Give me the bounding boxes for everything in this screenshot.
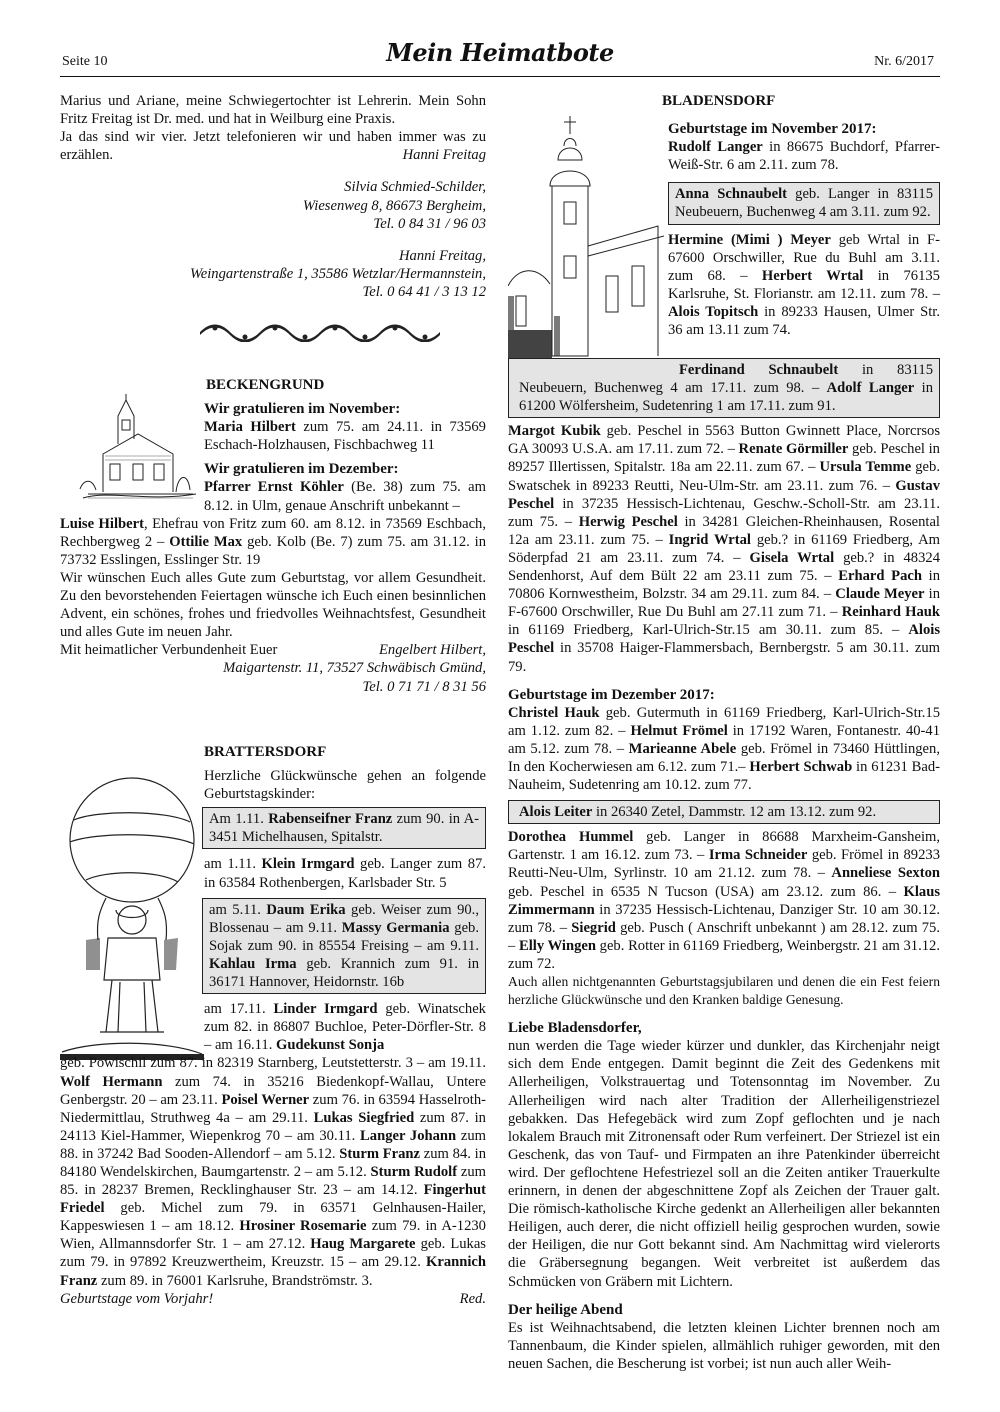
intro-text: Herzliche Glückwünsche gehen an folgende Geburtstagskinder: bbox=[204, 768, 486, 803]
person-name: Marieanne Abele bbox=[628, 740, 737, 757]
person-name: Pfarrer Ernst Köhler bbox=[204, 479, 344, 496]
highlight-box bbox=[508, 800, 940, 824]
issue-number: Nr. 6/2017 bbox=[874, 54, 934, 69]
entry-text: geb. Rotter in 61169 Friedberg, Weinbergstr. 21 am 31.12. zum 72. bbox=[508, 937, 940, 972]
entry-text: geb. Frömel in 89233 Reutti-Neu-Ulm, Syrlinstr. 10 am 21.12. zum 78. – bbox=[508, 847, 940, 882]
entry-text: in 83115 Neubeuern, Buchenweg 4 am 17.11. zum 98. – bbox=[519, 362, 933, 397]
entry-text: geb. Powischil zum 87. in 82319 Starnberg, Leutstetterstr. 3 – am 19.11. bbox=[60, 1055, 486, 1072]
person-name: Maria Hilbert bbox=[204, 419, 296, 436]
entry-text: zum 89. in 76001 Karlsruhe, Brandströmstr. 3. bbox=[97, 1272, 373, 1289]
entry-text: geb. Langer in 86688 Marxheim-Gansheim, Gartenstr. 1 am 16.12. zum 73. – bbox=[508, 829, 941, 864]
person-name: Daum Erika bbox=[266, 901, 346, 918]
editor-signature: Red. bbox=[459, 1290, 486, 1307]
entry-text: geb. Sojak zum 90. in 85554 Freising – am 9.11. bbox=[209, 919, 479, 954]
person-name: Adolf Langer bbox=[826, 380, 915, 397]
closing-line: Mit heimatlicher Verbundenheit Euer bbox=[60, 642, 278, 659]
person-name: Hermine (Mimi ) Meyer bbox=[668, 231, 831, 248]
bladensdorf-main bbox=[508, 358, 940, 1373]
letter-signature: Hanni Freitag bbox=[402, 147, 486, 164]
person-name: Helmut Frömel bbox=[630, 722, 728, 739]
entry-text: in 61200 Wölfersheim, Sudetenring 1 am 17.11. zum 91. bbox=[519, 380, 934, 415]
person-name: Linder Irmgard bbox=[273, 1001, 378, 1018]
beckengrund-section bbox=[60, 376, 486, 696]
entry-text: in 37235 Hessisch-Lichtenau, Danziger Str. 10 am 30.12. zum 78. – bbox=[508, 901, 940, 936]
address-line: Weingartenstraße 1, 35586 Wetzlar/Hermannstein, bbox=[189, 265, 486, 282]
person-name: Fingerhut Friedel bbox=[60, 1182, 486, 1217]
person-name: Langer Johann bbox=[360, 1127, 457, 1144]
closing-wishes: Auch allen nichtgenannten Geburtstagsjubilaren und denen die ein Fest feiern herzliche Glückwünsche und den Kranken baldige Genesung. bbox=[508, 974, 940, 1008]
article-paragraph: Es ist Weihnachtsabend, die letzten kleinen Lichter brennen noch am Tannenbaum, die Kinder spielen, allmählich ruhiger geworden, mit den neuen Sachen, die Bescherung ist vorbei; ist nun auch aller Weih- bbox=[508, 1319, 940, 1372]
entry-text: geb. Lukas zum 79. in 97892 Kreuzwertheim, Kreuzstr. 15 – am 29.12. bbox=[60, 1236, 486, 1271]
entry-text: zum 75. am 24.11. in 73569 Eschach-Holzhausen, Fischbachweg 11 bbox=[204, 419, 486, 454]
entry-text: geb. Pusch ( Anschrift unbekannt ) am 28.12. zum 75. – bbox=[508, 919, 940, 954]
person-name: Hrosiner Rosemarie bbox=[239, 1218, 367, 1235]
section-title: BRATTERSDORF bbox=[204, 744, 327, 760]
entry-text: geb. Langer zum 87. in 63584 Rothenbergen, Karlsbader Str. 5 bbox=[204, 856, 486, 891]
person-name: Ursula Temme bbox=[819, 459, 912, 476]
address-line: Silvia Schmied-Schilder, bbox=[344, 179, 486, 196]
entry-text: in F-67600 Orschwiller, Rue Du Buhl am 27.11 zum 71. – bbox=[508, 586, 941, 621]
footnote: Geburtstage vom Vorjahr! bbox=[60, 1290, 214, 1307]
person-name: Gisela Wrtal bbox=[749, 549, 835, 566]
entry-text: in 61231 Bad-Nauheim, Sudetenring am 10.12. zum 77. bbox=[508, 758, 940, 794]
entry-text: geb. Swatschek in 89233 Reutti, Neu-Ulm-Str. am 23.11. zum 76. – bbox=[508, 459, 940, 494]
letter-para: Marius und Ariane, meine Schwiegertochter ist Lehrerin. Mein Sohn Fritz Freitag ist Dr. med. und hat in Weilburg eine Praxis. bbox=[60, 93, 486, 128]
person-name: Luise Hilbert bbox=[60, 515, 144, 532]
entry-text: in 34281 Gleichen-Rheinhausen, Rosental 12a am 23.11. zum 75. – bbox=[508, 513, 940, 548]
entry-text: in 17192 Waren, Fontanestr. 40-41 am 5.12. zum 78. – bbox=[508, 722, 940, 757]
section-title: BECKENGRUND bbox=[206, 377, 325, 393]
person-name: Dorothea Hummel bbox=[508, 829, 634, 846]
address-line: Tel. 0 71 71 / 8 31 56 bbox=[362, 678, 486, 695]
article-paragraph: nun werden die Tage wieder kürzer und dunkler, das Kirchenjahr neigt sich dem Ende entgegen. Damit beginnt die Zeit des Gedenkens mit Allerheiligen, Volkstrauertag und Totensonntag im November. Zu Allerheiligen wird nach alter Tradition der Allerheiligenstriezel gebakken. Das Hefegebäck wird zum Zopf geflochten und je nach lokalem Brauch mit Zitronensaft oder Rum verfeinert. Der Striezel ist ein Geschenk, das von Tauf- und Firmpaten an ihre Patenkinder überreicht wird. Der geflochtene Hefestriezel soll an die Zeiten antiker Trauerkulte erinnern, in denen der abgeschnittene Zopf als Zeichen der Trauer galt. Die römisch-katholische Kirche gedenkt an Allerheiligen aller bekannten Heiligen, auch derer, die nicht offiziell heilig gesprochen wurden, sowie der Heiligen, die nur Gott bekannt sind. Am Nachmittag wird vielerorts die Gräbersegnung begangen. Weit verbreitet ist außerdem das Schmücken von Gräbern mit Lichtern. bbox=[508, 1038, 940, 1290]
entry-text: zum 87. in 24113 Kiel-Hammer, Wiepenkrog 70 – am 30.11. bbox=[60, 1109, 486, 1144]
left-top-letter bbox=[60, 92, 486, 301]
entry-text: am 5.11. bbox=[209, 901, 267, 918]
subheading: Geburtstage im November 2017: bbox=[668, 121, 877, 138]
person-name: Elly Wingen bbox=[519, 937, 596, 954]
page-header bbox=[0, 0, 1000, 80]
highlight-box bbox=[668, 182, 940, 224]
entry-text: zum 84. in 84180 Wendelskirchen, Baumgartenstr. 2 – am 5.12. bbox=[60, 1145, 486, 1180]
entry-text: am 1.11. bbox=[204, 856, 262, 873]
subheading: Wir gratulieren im November: bbox=[204, 401, 401, 418]
person-name: Wolf Hermann bbox=[60, 1073, 163, 1090]
entry-text: geb. Peschel in 6535 N Tucson (USA) am 23.12. zum 86. – bbox=[508, 883, 904, 900]
person-name: Herwig Peschel bbox=[578, 513, 678, 530]
wish-paragraph: Wir wünschen Euch alles Gute zum Geburtstag, vor allem Gesundheit. Zu den bevorstehenden Feiertagen wünsche ich Euch einen besinnlichen Advent, ein schönes, frohes und friedvolles Weihnachtsfest, Gesundheit und alles Gute im neuen Jahr. bbox=[60, 569, 486, 641]
person-name: Klaus Zimmermann bbox=[508, 883, 940, 918]
entry-text: geb. Michel zum 79. in 63571 Gelnhausen-Hailer, Kappeswiesen 1 – am 18.12. bbox=[60, 1200, 486, 1235]
person-name: Claude Meyer bbox=[835, 586, 925, 603]
entry-text: geb. Kolb (Be. 7) zum 75. am 31.12. in 73732 Esslingen, Esslinger Str. 19 bbox=[60, 533, 486, 568]
person-name: Sturm Franz bbox=[339, 1145, 421, 1162]
entry-text: in 89233 Hausen, Ulmer Str. 36 am 13.11 zum 74. bbox=[668, 303, 940, 339]
person-name: Krannich Franz bbox=[60, 1254, 486, 1289]
person-name: Alois Leiter bbox=[519, 804, 593, 821]
entry-text: geb. Peschel in 5563 Button Gwinnett Place, Norcrsos GA 30093 U.S.A. am 17.11. zum 72. – bbox=[508, 423, 941, 458]
person-name: Margot Kubik bbox=[508, 423, 601, 440]
entry-text: geb Wrtal in F-67600 Orschwiller, Rue du Buhl am 3.11. zum 68. – bbox=[668, 231, 940, 284]
person-name: Ingrid Wrtal bbox=[668, 531, 751, 548]
person-name: Renate Görmiller bbox=[738, 441, 849, 458]
highlight-box bbox=[508, 358, 940, 418]
person-name: Poisel Werner bbox=[221, 1091, 310, 1108]
entry-text: in 76135 Karlsruhe, St. Florianstr. am 12.11. zum 78. – bbox=[668, 267, 940, 302]
entry-text: geb. Gutermuth in 61169 Friedberg, Karl-Ulrich-Str.15 am 1.12. zum 82. – bbox=[508, 704, 941, 739]
church-drawing bbox=[508, 116, 664, 372]
header-rule bbox=[60, 76, 940, 77]
subheading: Geburtstage im Dezember 2017: bbox=[508, 686, 715, 703]
entry-text: zum 79. in A-1230 Wien, Allmannsdorfer Str. 1 – am 27.12. bbox=[60, 1218, 486, 1253]
person-name: Siegrid bbox=[571, 919, 616, 936]
entry-text: , Ehefrau von Fritz zum 60. am 8.12. in 73569 Eschbach, Rechbergweg 2 – bbox=[60, 515, 486, 550]
address-line: Hanni Freitag, bbox=[398, 247, 486, 264]
entry-text: in 37235 Hessisch-Lichtenau, Geschw.-Scholl-Str. am 23.11. zum 75. – bbox=[508, 495, 940, 530]
entry-text: Am 1.11. bbox=[209, 811, 269, 828]
decorative-ornament-divider bbox=[200, 320, 440, 342]
subheading: Liebe Bladensdorfer, bbox=[508, 1020, 642, 1037]
person-name: Christel Hauk bbox=[508, 704, 600, 721]
signature: Engelbert Hilbert, bbox=[378, 642, 486, 659]
entry-text: geb. Peschel in 89257 Illertissen, Spitalstr. 18a am 22.11. zum 67. – bbox=[508, 441, 940, 476]
subheading: Der heilige Abend bbox=[508, 1301, 623, 1318]
person-name: Sturm Rudolf bbox=[370, 1163, 458, 1180]
entry-text: am 17.11. bbox=[204, 1001, 274, 1018]
person-name: Gustav Peschel bbox=[508, 477, 940, 512]
person-name: Ferdinand Schnaubelt bbox=[679, 362, 839, 378]
person-name: Alois Topitsch bbox=[668, 303, 759, 320]
entry-text: zum 90. in A-3451 Michelhausen, Spitalstr. bbox=[209, 811, 479, 846]
highlight-box bbox=[202, 807, 486, 849]
entry-text: geb.? in 48324 Sendenhorst, Auf dem Bült 22 am 23.11 zum 75. – bbox=[508, 549, 940, 585]
entry-text: geb. Krannich zum 91. in 36171 Hannover, Heidornstr. 16b bbox=[209, 955, 479, 991]
person-name: Gudekunst Sonja bbox=[276, 1037, 385, 1054]
page-number: Seite 10 bbox=[62, 54, 108, 69]
highlight-box bbox=[202, 898, 486, 994]
person-name: Irma Schneider bbox=[708, 847, 808, 864]
address-line: Tel. 0 84 31 / 96 03 bbox=[373, 215, 486, 232]
bladensdorf-top bbox=[662, 92, 941, 339]
entry-text: (Be. 38) zum 75. am 8.12. in Ulm, genaue Anschrift unbekannt – bbox=[204, 479, 486, 514]
entry-text: in 70806 Kornwestheim, Bolzstr. 34 am 29.11. zum 84. – bbox=[508, 568, 941, 603]
letter-para: Ja das sind wir vier. Jetzt telefonieren wir und haben immer was zu erzählen. bbox=[60, 129, 486, 164]
person-name: Haug Margarete bbox=[310, 1236, 416, 1253]
entry-text: geb. Weiser zum 90., Blossenau – am 9.11. bbox=[209, 901, 479, 936]
masthead-logo: Mein Heimatbote bbox=[386, 38, 614, 67]
entry-text: in 86675 Buchdorf, Pfarrer-Weiß-Str. 6 am 2.11. zum 78. bbox=[668, 139, 941, 174]
entry-text: zum 74. in 35216 Biedenkopf-Wallau, Untere Genbergstr. 20 – am 23.11. bbox=[60, 1073, 486, 1108]
person-name: Anna Schnaubelt bbox=[675, 186, 787, 203]
person-name: Erhard Pach bbox=[838, 568, 922, 585]
person-name: Klein Irmgard bbox=[261, 856, 355, 873]
entry-text: geb. Frömel in 73460 Hüttlingen, In den Kocherwiesen am 6.12. zum 71.– bbox=[508, 740, 940, 775]
person-name: Kahlau Irma bbox=[209, 955, 297, 972]
entry-text: zum 88. in 37242 Bad Sooden-Allendorf – am 5.12. bbox=[60, 1127, 487, 1162]
entry-text: zum 85. in 28237 Bremen, Recklinghauser Str. 23 – am 14.12. bbox=[60, 1163, 486, 1199]
person-name: Rabenseifner Franz bbox=[268, 811, 393, 828]
entry-text: geb. Langer in 83115 Neubeuern, Buchenweg 4 am 3.11. zum 92. bbox=[675, 186, 933, 221]
entry-text: in 61169 Friedberg, Karl-Ulrich-Str.15 am 30.11. zum 85. – bbox=[508, 622, 909, 639]
address-line: Maigartenstr. 11, 73527 Schwäbisch Gmünd, bbox=[223, 660, 486, 677]
brattersdorf-section bbox=[60, 743, 486, 1308]
person-name: Alois Peschel bbox=[508, 622, 940, 657]
person-name: Anneliese Sexton bbox=[831, 865, 940, 882]
person-name: Herbert Wrtal bbox=[761, 267, 864, 284]
subheading: Wir gratulieren im Dezember: bbox=[204, 461, 399, 478]
person-name: Rudolf Langer bbox=[668, 139, 763, 156]
person-name: Lukas Siegfried bbox=[313, 1109, 415, 1126]
entry-text: zum 76. in 63594 Hasselroth-Niedermittlau, Struthweg 4a – am 29.11. bbox=[60, 1091, 486, 1126]
entry-text: geb. Winatschek zum 82. in 86807 Buchloe, Peter-Dörfler-Str. 8 – am 16.11. bbox=[204, 1001, 486, 1054]
entry-text: geb.? in 61169 Friedberg, Am Söderpfad 21 am 23.11. zum 74. – bbox=[508, 531, 940, 566]
person-name: Herbert Schwab bbox=[749, 758, 853, 775]
person-name: Massy Germania bbox=[341, 919, 450, 936]
section-title: BLADENSDORF bbox=[662, 93, 776, 109]
entry-text: in 35708 Haiger-Flammersbach, Bernbergstr. 5 am 30.11. zum 79. bbox=[508, 640, 940, 675]
entry-text: in 26340 Zetel, Dammstr. 12 am 13.12. zum 92. bbox=[592, 804, 877, 821]
person-name: Ottilie Max bbox=[169, 533, 243, 550]
person-name: Reinhard Hauk bbox=[841, 604, 940, 621]
address-line: Wiesenweg 8, 86673 Bergheim, bbox=[302, 197, 486, 214]
address-line: Tel. 0 64 41 / 3 13 12 bbox=[362, 283, 486, 300]
